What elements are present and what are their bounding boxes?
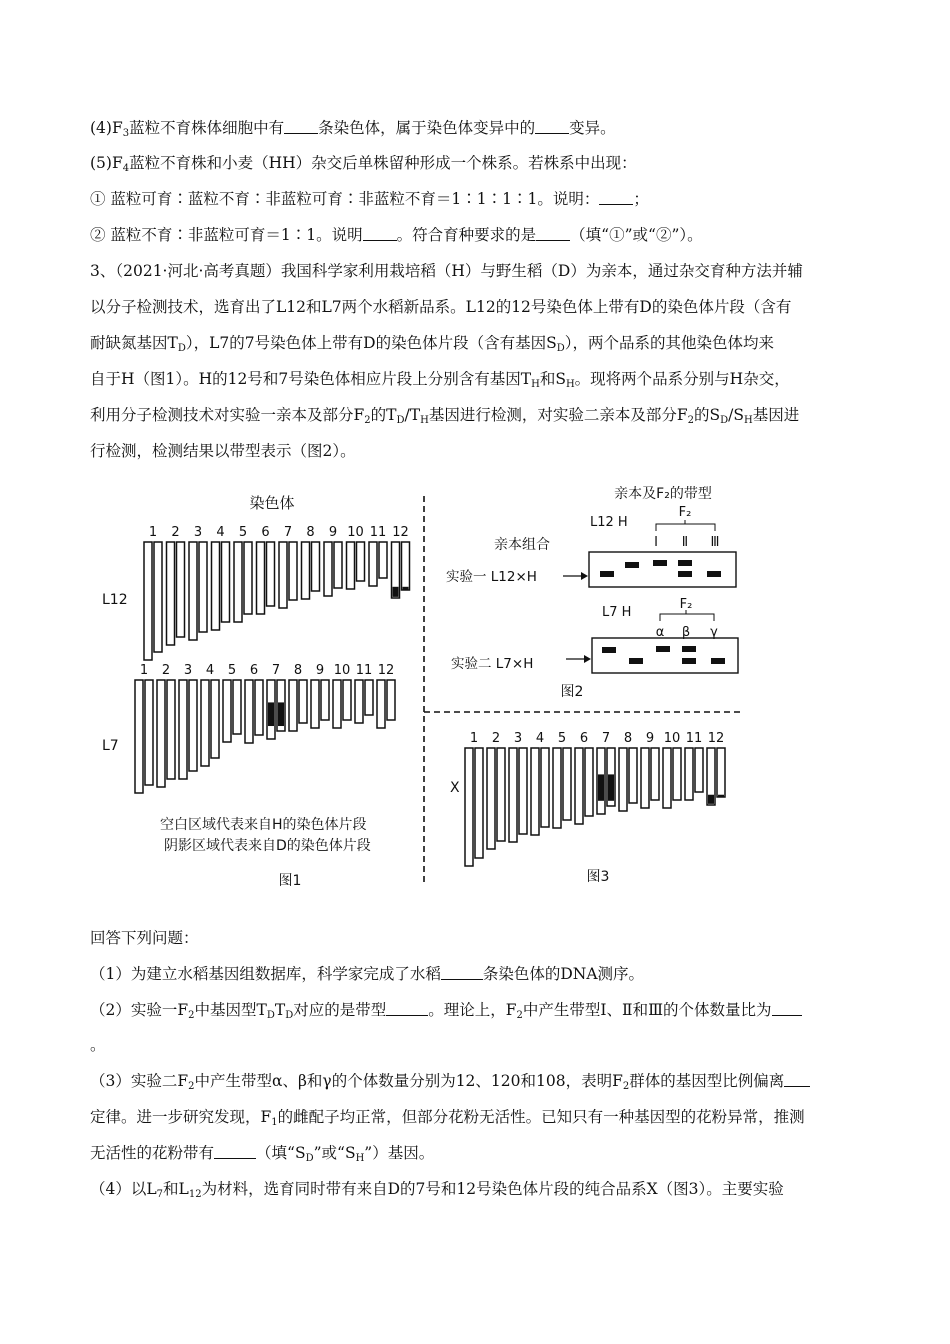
figure-panel (88, 486, 858, 896)
l12-chromosomes (144, 542, 410, 660)
sub-question-2-end: 。 (90, 1036, 106, 1054)
l12-number-2: 2 (171, 525, 180, 540)
l7-chromosome-1 (135, 680, 153, 793)
l7-chromosome-5 (223, 680, 241, 742)
l12-chromosome-10 (347, 542, 365, 589)
l12-chromosome-5 (234, 542, 252, 622)
question-4-line: $(4)F_3$蓝粒不育株体细胞中有 条染色体，属于染色体变异中的 变异。 (90, 119, 616, 139)
sub-question-3-line-1: （3）实验二$F_2$中产生带型α、β和γ的个体数量分别为12、120和108，表明$F_2$群体的基因型比例偏离 (90, 1071, 810, 1097)
problem-3-line-4: 自于H（图1）。H的12号和7号染色体相应片段上分别含有基因$T_H$和$S_H$。现将两个品系分别与H杂交， (90, 370, 790, 390)
sub-question-4: （4）以$L_7$和$L_{12}$为材料，选育同时带有来自D的7号和12号染色体片段的纯合品系X（图3）。主要实验 (90, 1180, 784, 1200)
band-f2-beta-lower (682, 658, 696, 664)
fig1-caption: 图1 (278, 873, 302, 889)
exp1-col-1: Ⅰ (654, 535, 658, 550)
l7-chromosome-4 (201, 680, 219, 766)
band-h (625, 562, 639, 568)
l12-number-7: 7 (283, 525, 293, 540)
l7-chromosome-10 (333, 680, 351, 728)
band-l12 (600, 571, 614, 577)
x-chromosome-6 (575, 748, 593, 824)
x-label: X (450, 780, 460, 796)
l12-chromosome-3 (189, 542, 207, 640)
x-number-2: 2 (491, 731, 501, 746)
l7-chromosome-9 (311, 680, 329, 728)
band-f2-gamma (711, 658, 725, 664)
x-number-12: 12 (707, 731, 725, 746)
l7-d-segment-7 (278, 702, 284, 726)
x-chromosome-10 (663, 748, 681, 808)
legend-blank-region: 空白区域代表来自H的染色体片段 (160, 817, 367, 833)
l7-label: L7 (102, 738, 119, 754)
x-d-segment-12 (708, 795, 714, 804)
x-chromosome-7 (597, 748, 615, 814)
l7-number-7: 7 (271, 663, 281, 678)
l7-chromosome-12 (377, 680, 395, 728)
x-chromosomes (465, 748, 725, 866)
band-f2-beta-upper (682, 646, 696, 652)
exp1-gel-box (589, 552, 736, 587)
answer-blank[interactable] (536, 226, 570, 241)
l7-chromosome-8 (289, 680, 307, 731)
l12-d-segment-12 (393, 587, 399, 597)
band-h (629, 658, 643, 664)
exp1-col-2: Ⅱ (681, 535, 689, 550)
sub-question-3-line-2: 定律。进一步研究发现，$F_1$的雌配子均正常，但部分花粉无活性。已知只有一种基因型的花粉异常，推测 (90, 1108, 805, 1128)
x-number-3: 3 (513, 731, 523, 746)
l7-number-12: 12 (377, 663, 395, 678)
x-d-segment-7 (598, 774, 604, 800)
l7-chromosome-numbers (140, 663, 394, 678)
l12-number-5: 5 (238, 525, 248, 540)
l7-number-11: 11 (355, 663, 373, 678)
l12-number-11: 11 (369, 525, 387, 540)
problem-3-line-6: 行检测，检测结果以带型表示（图2）。 (90, 442, 356, 460)
l7-chromosome-3 (179, 680, 197, 779)
l7-number-10: 10 (333, 663, 351, 678)
l12-number-9: 9 (328, 525, 338, 540)
problem-3-line-3: 耐缺氮基因$T_D$），L7的7号染色体上带有D的染色体片段（含有基因$S_D$），两个品系的其他染色体均来 (90, 334, 774, 354)
x-number-5: 5 (557, 731, 567, 746)
l12-number-10: 10 (347, 525, 364, 540)
l12-label: L12 (102, 592, 128, 608)
l7-chromosomes (135, 680, 395, 793)
l7-number-8: 8 (293, 663, 303, 678)
x-number-4: 4 (535, 731, 545, 746)
l12-chromosome-numbers (149, 525, 409, 540)
exp2-col-gamma: γ (710, 625, 718, 640)
answer-blank[interactable] (599, 190, 633, 205)
l12-chromosome-8 (302, 542, 320, 599)
sub-question-3-line-3: 无活性的花粉带有 （填“$S_D$”或“$S_H$”）基因。 (90, 1144, 435, 1164)
question-5-line: $(5)F_4$蓝粒不育株和小麦（HH）杂交后单株留种形成一个株系。若株系中出现： (90, 154, 637, 174)
x-chromosome-2 (487, 748, 505, 849)
problem-3-line-2: 以分子检测技术，选育出了L12和L7两个水稻新品系。L12的12号染色体上带有D的染色体片段（含有 (90, 298, 792, 316)
band-f2-ii-upper (678, 560, 692, 566)
exp1-arrowhead (581, 572, 588, 580)
exp2-bands (602, 646, 725, 664)
x-d-segment-12 (718, 795, 724, 797)
parent-combo-label: 亲本组合 (494, 537, 550, 553)
l7-chromosome-7 (267, 680, 285, 739)
l12-number-3: 3 (193, 525, 203, 540)
x-chromosome-11 (685, 748, 703, 800)
l7-number-2: 2 (161, 663, 171, 678)
l12-number-1: 1 (148, 525, 158, 540)
x-chromosome-1 (465, 748, 483, 866)
x-number-8: 8 (623, 731, 633, 746)
band-l7 (602, 647, 616, 653)
l7-chromosome-11 (355, 680, 373, 723)
l7-number-4: 4 (205, 663, 215, 678)
x-number-1: 1 (469, 731, 479, 746)
sub-question-1: （1）为建立水稻基因组数据库，科学家完成了水稻 条染色体的DNA测序。 (90, 965, 645, 983)
l12-chromosome-11 (369, 542, 387, 586)
x-chromosome-9 (641, 748, 659, 808)
l12-chromosome-1 (144, 542, 162, 660)
x-d-segment-7 (608, 774, 614, 800)
fig1-title: 染色体 (249, 494, 295, 512)
l12-chromosome-9 (324, 542, 342, 596)
exp2-col-beta: β (681, 625, 691, 640)
exp2-label: 实验二 L7×H (451, 656, 534, 672)
l12-d-segment-12 (403, 587, 409, 590)
x-chromosome-numbers (470, 731, 724, 746)
problem-3-line-1: 3、（2021·河北·高考真题）我国科学家利用栽培稻（H）与野生稻（D）为亲本，通过杂交育种方法并辅 (90, 262, 803, 280)
x-chromosome-12 (707, 748, 725, 805)
answer-blank[interactable] (441, 965, 483, 980)
answer-blank[interactable] (386, 1001, 428, 1016)
option-2-line: ② 蓝粒不育∶非蓝粒可育＝1∶1。说明 。符合育种要求的是 （填“①”或“②”）。 (90, 226, 703, 244)
l12-number-4: 4 (216, 525, 225, 540)
exp2-arrowhead (584, 655, 591, 663)
l12-chromosome-6 (257, 542, 275, 614)
l12-chromosome-2 (167, 542, 185, 645)
x-chromosome-4 (531, 748, 549, 835)
l12-chromosome-12 (392, 542, 410, 598)
x-chromosome-8 (619, 748, 637, 811)
l12-chromosome-7 (279, 542, 297, 608)
l7-number-9: 9 (315, 663, 325, 678)
exp2-header: L7 H (602, 605, 632, 620)
problem-3-line-5: 利用分子检测技术对实验一亲本及部分$F_2$的$T_D/T_H$基因进行检测，对实验二亲本及部分$F_2$的$S_D/S_H$基因进 (90, 406, 800, 426)
answer-blank[interactable] (214, 1144, 256, 1159)
exp1-f2-label: F₂ (678, 505, 692, 520)
l7-d-segment-7 (268, 702, 274, 726)
l12-number-12: 12 (392, 525, 409, 540)
x-number-11: 11 (685, 731, 703, 746)
exp1-f2-bracket (656, 520, 715, 531)
sub-question-2: （2）实验一$F_2$中基因型$T_DT_D$对应的是带型 。理论上，$F_2$中产生带型Ⅰ、Ⅱ和Ⅲ的个体数量比为 (90, 1000, 802, 1026)
x-number-7: 7 (601, 731, 611, 746)
answer-blank[interactable] (535, 119, 569, 134)
l12-number-6: 6 (261, 525, 270, 540)
l7-number-6: 6 (249, 663, 259, 678)
x-number-10: 10 (663, 731, 681, 746)
option-1-line: ① 蓝粒可育∶蓝粒不育∶非蓝粒可育∶非蓝粒不育＝1∶1∶1∶1。说明： ； (90, 190, 649, 208)
l7-number-1: 1 (139, 663, 149, 678)
band-f2-alpha (656, 646, 670, 652)
answer-blank[interactable] (363, 226, 397, 241)
l7-chromosome-6 (245, 680, 263, 743)
x-number-6: 6 (579, 731, 589, 746)
l7-number-3: 3 (183, 663, 193, 678)
exp1-bands (600, 560, 721, 577)
answer-blank[interactable] (784, 1072, 810, 1087)
l12-number-8: 8 (306, 525, 315, 540)
exp1-col-3: Ⅲ (710, 535, 720, 550)
band-f2-ii-lower (678, 571, 692, 577)
exp2-f2-label: F₂ (679, 597, 693, 612)
l12-chromosome-4 (212, 542, 230, 630)
fig2-title: 亲本及F₂的带型 (614, 486, 712, 502)
exp2-gel-box (592, 638, 738, 673)
l7-chromosome-2 (157, 680, 175, 787)
fig2-caption: 图2 (560, 684, 584, 700)
answer-blank[interactable] (772, 1001, 802, 1016)
l7-number-5: 5 (227, 663, 237, 678)
exp1-header: L12 H (590, 515, 628, 530)
band-f2-i (653, 560, 667, 566)
exp2-col-alpha: α (655, 625, 665, 640)
answer-intro: 回答下列问题： (90, 929, 199, 947)
legend-shaded-region: 阴影区域代表来自D的染色体片段 (164, 838, 371, 854)
band-f2-iii (707, 571, 721, 577)
x-number-9: 9 (645, 731, 655, 746)
x-chromosome-3 (509, 748, 527, 842)
x-chromosome-5 (553, 748, 571, 828)
answer-blank[interactable] (284, 119, 318, 134)
fig3-caption: 图3 (586, 869, 610, 885)
exp1-label: 实验一 L12×H (446, 569, 537, 585)
